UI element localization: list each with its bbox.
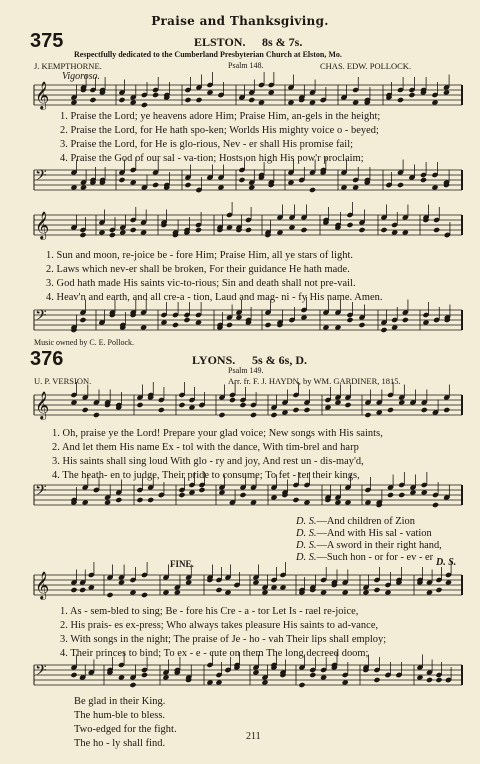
note-head bbox=[152, 182, 159, 188]
bass-clef: 𝄢 bbox=[35, 662, 47, 683]
author-375: J. KEMPTHORNE. bbox=[34, 61, 102, 71]
ds-marking: D. S. bbox=[436, 557, 457, 568]
hymn-number-375: 375 bbox=[30, 30, 64, 52]
note-head bbox=[79, 587, 86, 593]
note-head bbox=[435, 587, 442, 593]
note-head bbox=[292, 407, 299, 413]
note-head bbox=[198, 487, 205, 493]
note-head bbox=[373, 677, 380, 683]
note-head bbox=[129, 682, 136, 688]
ds-line: D. S.—And with His sal - vation bbox=[296, 528, 432, 539]
note-head bbox=[300, 227, 307, 233]
note-head bbox=[245, 227, 252, 233]
note-head bbox=[309, 672, 316, 678]
note-head bbox=[115, 497, 122, 503]
note-head bbox=[141, 102, 148, 108]
note-head bbox=[172, 322, 179, 328]
note-head bbox=[238, 177, 245, 183]
note-head bbox=[433, 227, 440, 233]
meter-375: 8s & 7s. bbox=[262, 35, 303, 49]
note-head bbox=[158, 407, 165, 413]
note-head bbox=[141, 592, 148, 598]
note-head bbox=[420, 177, 427, 183]
note-head bbox=[136, 402, 143, 408]
note-head bbox=[82, 407, 89, 413]
lyric-line: 1. Oh, praise ye the Lord! Prepare your glad voice; New songs with His saints, bbox=[52, 428, 383, 439]
lyric-line: 4. Heav'n and earth, and all cre-a - tion, Laud and mag- ni - fy His name. Amen. bbox=[46, 292, 383, 303]
lyric-line: 3. His saints shall sing loud With glo - ry and joy, And rest un - dis-may'd, bbox=[52, 456, 364, 467]
note-head bbox=[152, 92, 159, 98]
note-head bbox=[426, 677, 433, 683]
psalm-376: Psalm 149. bbox=[228, 366, 264, 375]
note-head bbox=[292, 497, 299, 503]
treble-clef: 𝄞 bbox=[35, 391, 50, 419]
ds-line: D. S.—A sword in their right hand, bbox=[296, 540, 442, 551]
note-head bbox=[79, 317, 86, 323]
tempo-marking: Vigoroso. bbox=[62, 71, 101, 82]
note-head bbox=[106, 592, 113, 598]
note-head bbox=[380, 227, 387, 233]
page-number: 211 bbox=[246, 731, 261, 742]
note-head bbox=[79, 232, 86, 238]
final-lyric-line: Two-edged for the fight. bbox=[74, 724, 177, 735]
lyric-line: 4. Their princes to bind; To ex - e - cute on them The long decreed doom; bbox=[60, 648, 369, 659]
note-head bbox=[93, 412, 100, 418]
lyric-line: 3. With songs in the night; The praise of Je - ho - vah Their lips shall employ; bbox=[60, 634, 387, 645]
note-head bbox=[195, 97, 202, 103]
lyric-line: 1. Sun and moon, re-joice be - fore Him; Praise Him, all ye stars of light. bbox=[46, 250, 354, 261]
lyric-line: 1. As - sem-bled to sing; Be - fore his Cre - a - tor Let Is - rael re-joice, bbox=[60, 606, 359, 617]
tune-name-elston: ELSTON. bbox=[194, 35, 246, 49]
note-head bbox=[358, 322, 365, 328]
note-head bbox=[70, 587, 77, 593]
lyric-line: 1. Praise the Lord; ye heavens adore Him; Praise Him, an-gels in the height; bbox=[60, 111, 381, 122]
note-head bbox=[183, 317, 190, 323]
note-head bbox=[380, 327, 387, 333]
note-head bbox=[147, 497, 154, 503]
note-head bbox=[264, 322, 271, 328]
note-head bbox=[443, 407, 450, 413]
treble-clef: 𝄞 bbox=[35, 211, 50, 239]
composer-375: CHAS. EDW. POLLOCK. bbox=[320, 61, 412, 71]
lyric-line: 4. Praise the God of our sal - va-tion; Hosts on high His pow'r proclaim; bbox=[60, 153, 364, 164]
note-head bbox=[397, 97, 404, 103]
note-head bbox=[118, 177, 125, 183]
lyric-line: 3. God hath made His saints vic-to-rious; Sin and death shall not pre-vail. bbox=[46, 278, 356, 289]
note-head bbox=[136, 497, 143, 503]
ds-line: D. S.—And children of Zion bbox=[296, 516, 415, 527]
note-head bbox=[373, 587, 380, 593]
arranger-376: Arr. fr. F. J. HAYDN, by WM. GARDINER, 1815. bbox=[228, 376, 401, 386]
note-head bbox=[184, 97, 191, 103]
note-head bbox=[398, 492, 405, 498]
note-head bbox=[239, 492, 246, 498]
final-lyric-line: Be glad in their King. bbox=[74, 696, 166, 707]
final-lyric-line: The hum-ble to bless. bbox=[74, 710, 166, 721]
note-head bbox=[248, 97, 255, 103]
note-head bbox=[195, 227, 202, 233]
page-header: Praise and Thanksgiving. bbox=[151, 14, 329, 28]
note-head bbox=[346, 222, 353, 228]
note-head bbox=[346, 317, 353, 323]
note-head bbox=[130, 227, 137, 233]
note-head bbox=[298, 682, 305, 688]
fine-marking: FINE. bbox=[170, 559, 194, 569]
lyric-line: 2. And let them His name Ex - tol with the dance, With tim-brel and harp bbox=[52, 442, 359, 453]
final-lyric-line: The ho - ly shall find. bbox=[74, 738, 166, 749]
note-head bbox=[178, 492, 185, 498]
note-head bbox=[303, 407, 310, 413]
treble-clef: 𝄞 bbox=[35, 81, 50, 109]
bass-clef: 𝄢 bbox=[35, 307, 47, 328]
note-head bbox=[432, 502, 439, 508]
note-head bbox=[435, 677, 442, 683]
note-head bbox=[364, 412, 371, 418]
note-head bbox=[109, 232, 116, 238]
dedication-375: Respectfully dedicated to the Cumberland Presbyterian Church at Elston, Mo. bbox=[74, 50, 342, 59]
note-head bbox=[270, 412, 277, 418]
note-head bbox=[239, 402, 246, 408]
note-head bbox=[421, 407, 428, 413]
note-head bbox=[184, 182, 191, 188]
hymn-number-376: 376 bbox=[30, 348, 64, 370]
music-owner: Music owned by C. E. Pollock. bbox=[34, 338, 134, 347]
note-head bbox=[226, 322, 233, 328]
note-head bbox=[218, 412, 225, 418]
note-head bbox=[402, 317, 409, 323]
note-head bbox=[387, 407, 394, 413]
note-head bbox=[215, 587, 222, 593]
note-head bbox=[178, 402, 185, 408]
lyric-line: 4. The heath- en to judge, Their pride to consume; To fet - ter their kings, bbox=[52, 470, 360, 481]
meter-376: 5s & 6s, D. bbox=[252, 353, 308, 367]
note-head bbox=[408, 92, 415, 98]
note-head bbox=[387, 492, 394, 498]
version-376: U. P. VERSION. bbox=[34, 376, 92, 386]
tune-name-lyons: LYONS. bbox=[192, 353, 236, 367]
note-head bbox=[89, 97, 96, 103]
lyric-line: 2. Laws which nev-er shall be broken, For their guidance He hath made. bbox=[46, 264, 350, 275]
note-head bbox=[344, 402, 351, 408]
bass-clef: 𝄢 bbox=[35, 482, 47, 503]
ds-line: D. S.—Such hon - or for - ev - er bbox=[296, 552, 434, 563]
note-head bbox=[118, 97, 125, 103]
note-head bbox=[229, 397, 236, 403]
note-head bbox=[70, 672, 77, 678]
lyric-line: 2. His prais- es ex-press; Who always takes pleasure His saints to ad-vance, bbox=[60, 620, 379, 631]
lyric-line: 2. Praise the Lord, for He hath spo-ken; Worlds His mighty voice o - beyed; bbox=[60, 125, 379, 136]
psalm-375: Psalm 148. bbox=[228, 61, 264, 70]
note-head bbox=[358, 227, 365, 233]
note-head bbox=[397, 182, 404, 188]
lyric-line: 3. Praise the Lord, for He is glo-rious, Nev - er shall His promise fail; bbox=[60, 139, 354, 150]
treble-clef: 𝄞 bbox=[35, 571, 50, 599]
note-head bbox=[250, 412, 257, 418]
bass-clef: 𝄢 bbox=[35, 167, 47, 188]
note-head bbox=[309, 187, 316, 193]
note-head bbox=[141, 672, 148, 678]
